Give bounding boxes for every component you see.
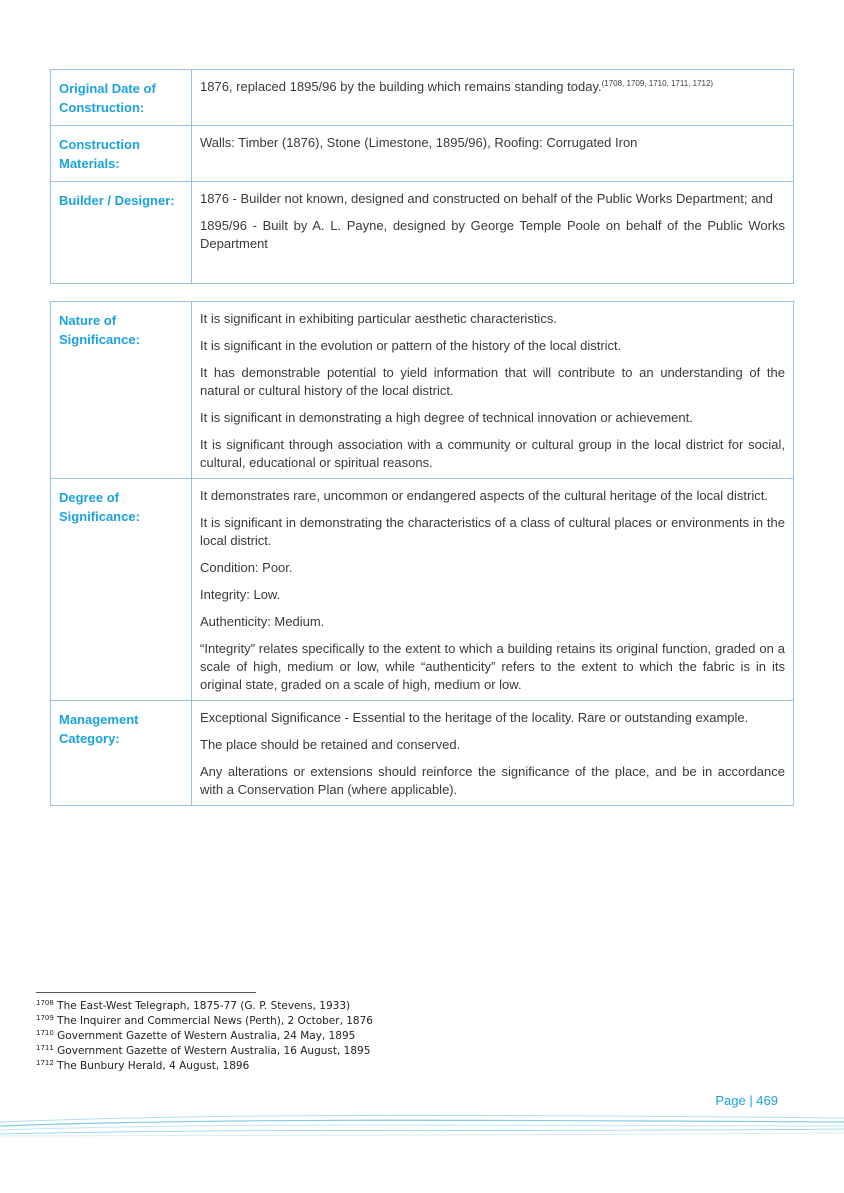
footnote-text: Government Gazette of Western Australia, 24 May, 1895 xyxy=(57,1030,356,1042)
footnotes xyxy=(36,999,373,1074)
table-row xyxy=(51,302,794,479)
page-number: Page | 469 xyxy=(715,1093,778,1108)
management-category-label: Management Category: xyxy=(51,701,192,806)
builder-paragraph: 1876 - Builder not known, designed and constructed on behalf of the Public Works Department; and xyxy=(200,191,773,206)
degree-of-significance-label: Degree of Significance: xyxy=(51,479,192,701)
construction-materials-text: Walls: Timber (1876), Stone (Limestone, 1895/96), Roofing: Corrugated Iron xyxy=(200,135,638,150)
condition-text: Condition: Poor. xyxy=(200,560,293,575)
significance-paragraph: It is significant through association with a community or cultural group in the local district for social, cultural, educational or spiritual reasons. xyxy=(200,437,785,470)
original-date-text: 1876, replaced 1895/96 by the building which remains standing today. xyxy=(200,79,602,94)
management-paragraph: The place should be retained and conserved. xyxy=(200,737,461,752)
footnote-item xyxy=(36,1059,373,1074)
footnote-number: 1711 xyxy=(36,1044,54,1052)
significance-table xyxy=(50,301,794,806)
footnote-text: The Inquirer and Commercial News (Perth), 2 October, 1876 xyxy=(57,1015,373,1027)
table-row xyxy=(51,126,794,182)
table-row xyxy=(51,479,794,701)
degree-paragraph: “Integrity” relates specifically to the extent to which a building retains its original function, graded on a scale of high, medium or low, while “authenticity” refers to the extent to which the fabric is in its original state, graded on a scale of high, medium or low. xyxy=(200,641,785,692)
footnote-text: The East-West Telegraph, 1875-77 (G. P. Stevens, 1933) xyxy=(57,1000,351,1012)
footnote-number: 1708 xyxy=(36,999,54,1007)
original-date-refs: (1708, 1709, 1710, 1711, 1712) xyxy=(601,79,714,88)
footnote-number: 1710 xyxy=(36,1029,54,1037)
significance-paragraph: It is significant in the evolution or pattern of the history of the local district. xyxy=(200,338,622,353)
footnote-text: The Bunbury Herald, 4 August, 1896 xyxy=(57,1060,250,1072)
original-date-label: Original Date of Construction: xyxy=(51,70,192,126)
nature-of-significance-value xyxy=(192,302,794,479)
original-date-value xyxy=(192,70,794,126)
integrity-text: Integrity: Low. xyxy=(200,587,281,602)
builder-designer-value xyxy=(192,182,794,284)
construction-details-table xyxy=(50,69,794,284)
footnote-number: 1709 xyxy=(36,1014,54,1022)
degree-paragraph: It is significant in demonstrating the characteristics of a class of cultural places or environments in the local district. xyxy=(200,515,785,548)
table-row xyxy=(51,70,794,126)
construction-materials-label: Construction Materials: xyxy=(51,126,192,182)
management-category-value xyxy=(192,701,794,806)
footnote-item xyxy=(36,1044,373,1059)
significance-paragraph: It is significant in exhibiting particular aesthetic characteristics. xyxy=(200,311,557,326)
table-row xyxy=(51,182,794,284)
decorative-wave-lines xyxy=(0,1108,844,1148)
footnote-divider xyxy=(36,992,256,993)
builder-paragraph: 1895/96 - Built by A. L. Payne, designed by George Temple Poole on behalf of the Public Works Department xyxy=(200,218,785,251)
significance-paragraph: It has demonstrable potential to yield information that will contribute to an understanding of the natural or cultural history of the local district. xyxy=(200,365,785,398)
authenticity-text: Authenticity: Medium. xyxy=(200,614,325,629)
footnote-text: Government Gazette of Western Australia, 16 August, 1895 xyxy=(57,1045,371,1057)
table-row xyxy=(51,701,794,806)
degree-paragraph: It demonstrates rare, uncommon or endangered aspects of the cultural heritage of the local district. xyxy=(200,488,768,503)
management-paragraph: Any alterations or extensions should reinforce the significance of the place, and be in accordance with a Conservation Plan (where applicable). xyxy=(200,764,785,797)
footnote-item xyxy=(36,1029,373,1044)
builder-designer-label: Builder / Designer: xyxy=(51,182,192,284)
management-paragraph: Exceptional Significance - Essential to the heritage of the locality. Rare or outstanding example. xyxy=(200,710,749,725)
significance-paragraph: It is significant in demonstrating a high degree of technical innovation or achievement. xyxy=(200,410,693,425)
construction-materials-value xyxy=(192,126,794,182)
nature-of-significance-label: Nature of Significance: xyxy=(51,302,192,479)
footnote-number: 1712 xyxy=(36,1059,54,1067)
footnote-item xyxy=(36,999,373,1014)
footnote-item xyxy=(36,1014,373,1029)
degree-of-significance-value xyxy=(192,479,794,701)
